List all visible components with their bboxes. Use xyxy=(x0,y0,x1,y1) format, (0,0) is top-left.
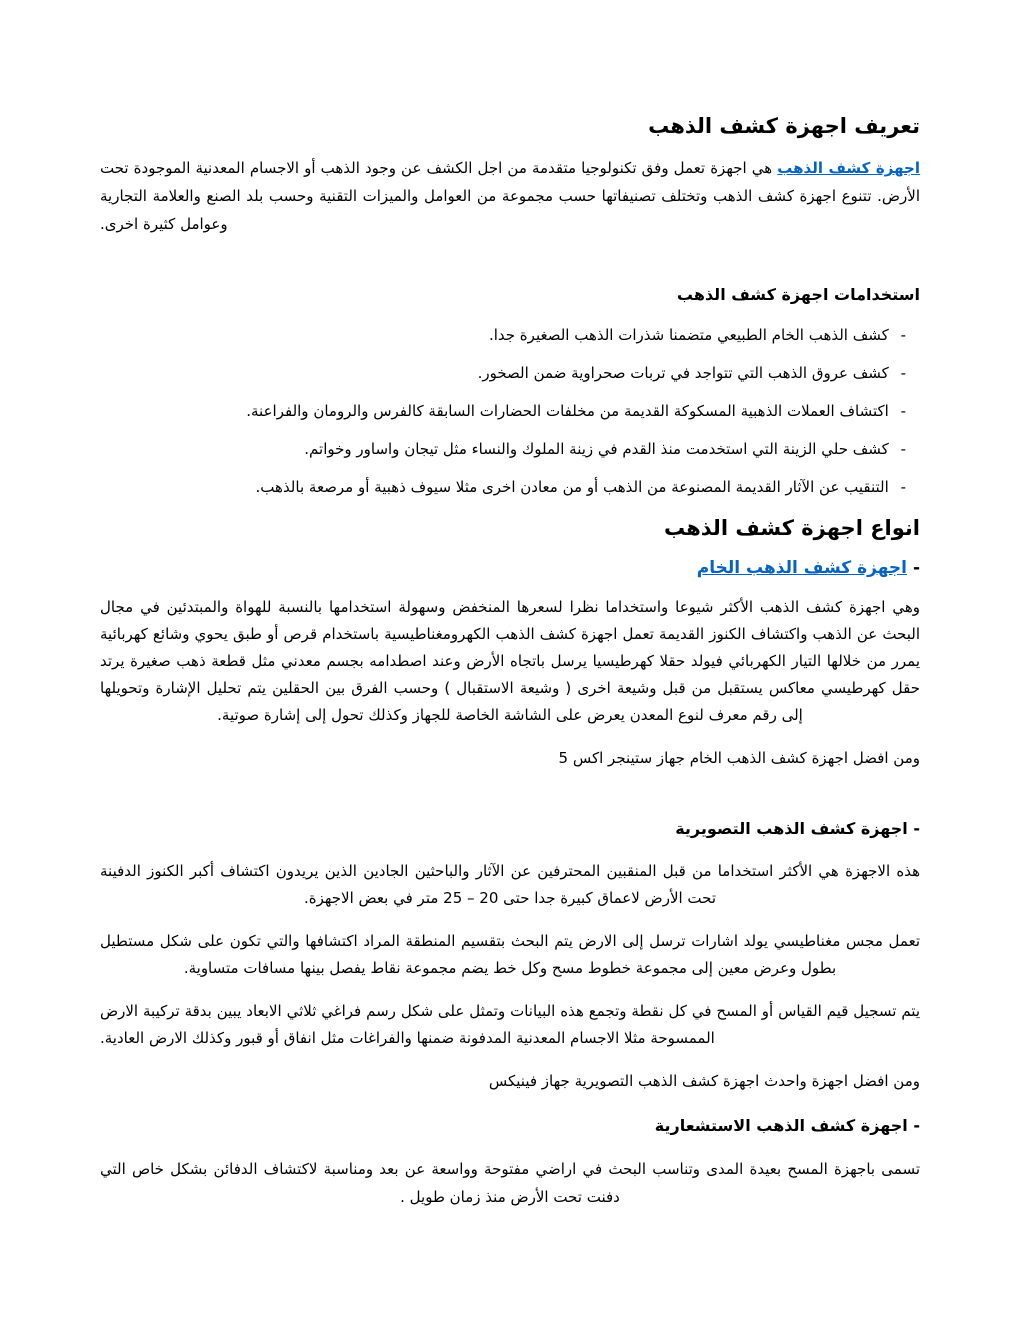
heading-dash: - xyxy=(912,558,920,578)
list-item xyxy=(100,476,906,498)
list-item-text: كشف عروق الذهب التي تتواجد في تربات صحراوية ضمن الصخور. xyxy=(477,364,889,382)
bullet-dash: - xyxy=(900,440,906,458)
intro-text-2: تتنوع اجهزة كشف الذهب وتختلف تصنيفاتها حسب مجموعة من العوامل والميزات التقنية وحسب بلد الصنع والعلامة التجارية وعوامل كثيرة اخرى. xyxy=(100,187,872,233)
raw-gold-paragraph: وهي اجهزة كشف الذهب الأكثر شيوعا واستخداما نظرا لسعرها المنخفض وسهولة استخدامها بالنسبة للهواة والمبتدئين في مجال البحث عن الذهب واكتشاف الكنوز القديمة تعمل اجهزة كشف الذهب الكهرومغناطيسية باستخدام قرص أو طبق يحوي وشائع كهربائية يمرر من خلالها التيار الكهربائي فيولد حقلا كهرطيسيا يرسل باتجاه الأرض وعند اصطدامه بجسم معدني مثل قطعة ذهب صغيرة يرتد حقل كهرطيسي معاكس يستقبل من قبل وشيعة اخرى ( وشيعة الاستقبال ) وحسب الفرق بين الحقلين يتم تحليل الإشارة وتحويلها إلى رقم معرف لنوع المعدن يعرض على الشاشة الخاصة للجهاز وكذلك تحول إلى إشارة صوتية. xyxy=(100,598,920,724)
best-raw-device-line: ومن افضل اجهزة كشف الذهب الخام جهاز ستينجر اكس 5 xyxy=(558,749,920,767)
intro-paragraph xyxy=(100,154,920,238)
bullet-dash: - xyxy=(900,326,906,344)
imaging-paragraph-2: تعمل مجس مغناطيسي يولد اشارات ترسل إلى الارض يتم البحث بتقسيم المنطقة المراد اكتشافها والتي تكون على شكل مستطيل بطول وعرض معين إلى مجموعة خطوط مسح وكل خط يضم مجموعة نقاط يفصل بينها مسافات متساوية. xyxy=(100,932,920,977)
raw-gold-link[interactable]: اجهزة كشف الذهب الخام xyxy=(696,558,908,578)
list-item xyxy=(100,362,906,384)
imaging-heading: - اجهزة كشف الذهب التصويرية xyxy=(675,819,920,838)
list-item xyxy=(100,438,906,460)
bullet-dash: - xyxy=(900,478,906,496)
list-item-text: كشف الذهب الخام الطبيعي متضمنا شذرات الذهب الصغيرة جدا. xyxy=(488,326,889,344)
gold-detectors-link[interactable]: اجهزة كشف الذهب xyxy=(777,159,920,177)
list-item-text: التنقيب عن الآثار القديمة المصنوعة من الذهب أو من معادن اخرى مثلا سيوف ذهبية أو مرصعة بالذهب. xyxy=(255,478,889,496)
raw-gold-heading xyxy=(100,556,920,580)
uses-heading: استخدامات اجهزة كشف الذهب xyxy=(676,285,920,304)
types-heading: انواع اجهزة كشف الذهب xyxy=(664,516,920,540)
sensing-paragraph: تسمى باجهزة المسح بعيدة المدى وتناسب البحث في اراضي مفتوحة وواسعة عن بعد ومناسبة لاكتشاف الدفائن بشكل خاص التي دفنت تحت الأرض منذ زمان طويل . xyxy=(100,1160,920,1206)
imaging-paragraph-3: يتم تسجيل قيم القياس أو المسح في كل نقطة وتجمع هذه البيانات وتمثل على شكل رسم فراغي ثلاثي الابعاد يبين بدقة تركيبة الارض الممسوحة مثلا الاجسام المعدنية المدفونة ضمنها والفراغات مثل انفاق أو قبور وكذلك الارض العادية. xyxy=(100,1002,920,1047)
document-content xyxy=(100,112,920,1227)
best-imaging-device-line: ومن افضل اجهزة واحدث اجهزة كشف الذهب التصويرية جهاز فينيكس xyxy=(488,1072,920,1090)
uses-list xyxy=(100,324,920,498)
list-item xyxy=(100,400,906,422)
sensing-heading: - اجهزة كشف الذهب الاستشعارية xyxy=(654,1116,920,1135)
list-item xyxy=(100,324,906,346)
list-item-text: اكتشاف العملات الذهبية المسكوكة القديمة من مخلفات الحضارات السابقة كالفرس والرومان والفراعنة. xyxy=(246,402,889,420)
list-item-text: كشف حلي الزينة التي استخدمت منذ القدم في زينة الملوك والنساء مثل تيجان واساور وخواتم. xyxy=(304,440,889,458)
intro-text-1: هي اجهزة تعمل وفق تكنولوجيا متقدمة من اجل الكشف عن وجود الذهب أو الاجسام المعدنية الموجودة تحت الأرض. xyxy=(100,159,920,205)
imaging-paragraph-1: هذه الاجهزة هي الأكثر استخداما من قبل المنقبين المحترفين عن الآثار والباحثين الجادين الذين يريدون اكتشاف أكبر الكنوز الدفينة تحت الأرض لاعماق كبيرة جدا حتى 20 – 25 متر في بعض الاجهزة. xyxy=(100,862,920,907)
bullet-dash: - xyxy=(900,364,906,382)
definition-title: تعريف اجهزة كشف الذهب xyxy=(648,114,920,138)
bullet-dash: - xyxy=(900,402,906,420)
